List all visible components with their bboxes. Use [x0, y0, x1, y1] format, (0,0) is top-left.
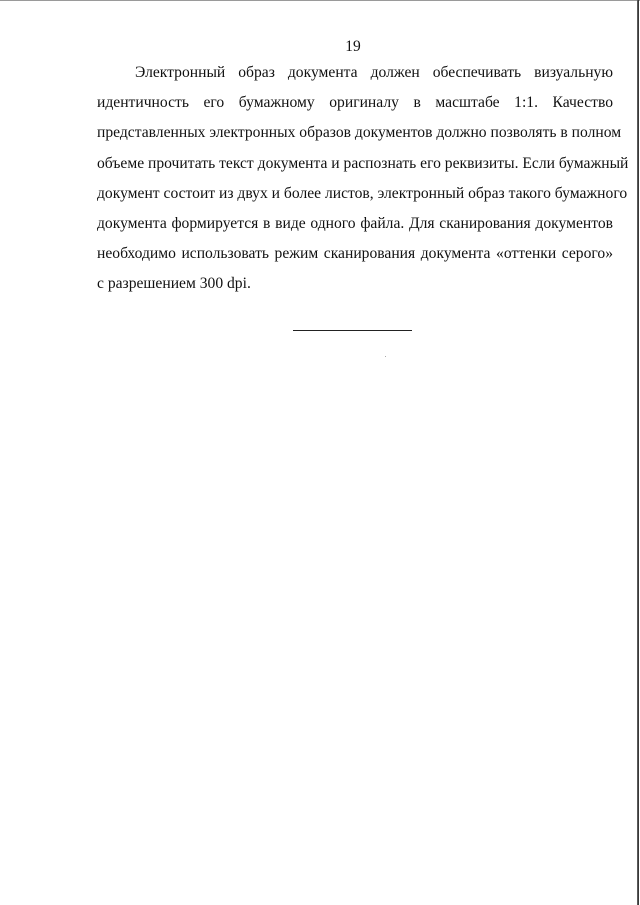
end-of-text-rule [293, 330, 412, 331]
paragraph-line: представленных электронных образов документов должно позволять в полном [97, 124, 622, 142]
paragraph-line: идентичность его бумажному оригиналу в масштабе 1:1. Качество [97, 94, 613, 112]
scan-edge-top [0, 0, 640, 1]
scan-edge-right [637, 0, 639, 905]
paragraph-line: с разрешением 300 dpi. [97, 275, 251, 293]
paragraph-line: Электронный образ документа должен обеспечивать визуальную [135, 64, 613, 81]
body-paragraph [97, 58, 629, 300]
scan-speck [385, 356, 386, 357]
paragraph-line: объеме прочитать текст документа и распознать его реквизиты. Если бумажный [97, 154, 629, 172]
paragraph-line: документа формируется в виде одного файла. Для сканирования документов [97, 215, 613, 233]
paragraph-line: документ состоит из двух и более листов, электронный образ такого бумажного [97, 184, 628, 202]
page-number: 19 [345, 38, 361, 55]
paragraph-line: необходимо использовать режим сканирования документа «оттенки серого» [97, 245, 613, 263]
